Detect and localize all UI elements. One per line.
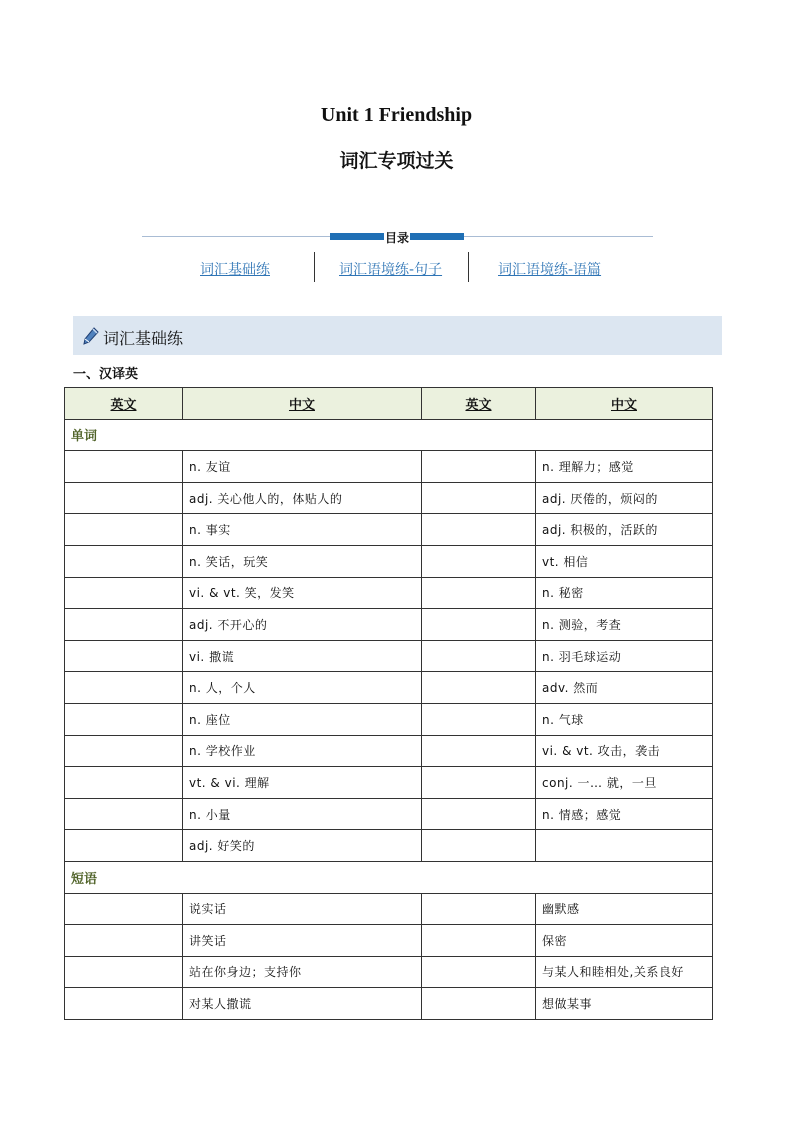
english-answer-cell[interactable] <box>65 514 183 546</box>
chinese-meaning-cell: n. 测验，考查 <box>536 609 713 641</box>
chinese-meaning-cell: vi. & vt. 笑，发笑 <box>183 577 422 609</box>
part-title: 一、汉译英 <box>73 367 139 382</box>
page-subtitle: 词汇专项过关 <box>339 150 454 172</box>
table-row <box>65 482 713 514</box>
english-answer-cell[interactable] <box>422 893 536 925</box>
english-answer-cell[interactable] <box>65 703 183 735</box>
english-answer-cell[interactable] <box>422 735 536 767</box>
english-answer-cell[interactable] <box>65 893 183 925</box>
english-answer-cell[interactable] <box>422 767 536 799</box>
chinese-meaning-cell: 说实话 <box>183 893 422 925</box>
english-answer-cell[interactable] <box>65 735 183 767</box>
english-answer-cell[interactable] <box>65 482 183 514</box>
english-answer-cell[interactable] <box>422 514 536 546</box>
toc-link-vocab-basics[interactable]: 词汇基础练 <box>200 262 270 278</box>
vocab-table <box>64 387 713 1020</box>
chinese-meaning-cell: 对某人撒谎 <box>183 988 422 1020</box>
table-row <box>65 703 713 735</box>
chinese-meaning-cell: vi. 撒谎 <box>183 640 422 672</box>
chinese-meaning-cell: 与某人和睦相处,关系良好 <box>536 956 713 988</box>
pencil-icon <box>83 327 99 345</box>
toc-bar-left <box>330 233 384 240</box>
chinese-meaning-cell: adj. 好笑的 <box>183 830 422 862</box>
toc-bar-right <box>410 233 464 240</box>
english-answer-cell[interactable] <box>422 545 536 577</box>
english-answer-cell[interactable] <box>65 451 183 483</box>
chinese-meaning-cell: n. 气球 <box>536 703 713 735</box>
english-answer-cell[interactable] <box>65 672 183 704</box>
table-row <box>65 514 713 546</box>
chinese-meaning-cell: conj. 一… 就，一旦 <box>536 767 713 799</box>
section-title: 词汇基础练 <box>103 329 184 348</box>
english-answer-cell[interactable] <box>422 798 536 830</box>
table-row <box>65 545 713 577</box>
chinese-meaning-cell: 想做某事 <box>536 988 713 1020</box>
chinese-meaning-cell: adj. 不开心的 <box>183 609 422 641</box>
english-answer-cell[interactable] <box>65 545 183 577</box>
chinese-meaning-cell: 讲笑话 <box>183 925 422 957</box>
english-answer-cell[interactable] <box>65 767 183 799</box>
chinese-meaning-cell: n. 人，个人 <box>183 672 422 704</box>
toc-separator <box>468 252 469 282</box>
english-answer-cell[interactable] <box>65 988 183 1020</box>
english-answer-cell[interactable] <box>422 609 536 641</box>
english-answer-cell[interactable] <box>422 482 536 514</box>
chinese-meaning-cell: 保密 <box>536 925 713 957</box>
chinese-meaning-cell: n. 小量 <box>183 798 422 830</box>
column-header-english: 英文 <box>65 388 183 420</box>
table-row <box>65 988 713 1020</box>
page-title: Unit 1 Friendship <box>320 104 473 126</box>
english-answer-cell[interactable] <box>65 640 183 672</box>
table-row <box>65 767 713 799</box>
chinese-meaning-cell: n. 座位 <box>183 703 422 735</box>
column-header-english: 英文 <box>422 388 536 420</box>
table-row <box>65 609 713 641</box>
chinese-meaning-cell: adj. 厌倦的，烦闷的 <box>536 482 713 514</box>
english-answer-cell[interactable] <box>65 956 183 988</box>
english-answer-cell[interactable] <box>422 925 536 957</box>
table-row <box>65 925 713 957</box>
table-row <box>65 830 713 862</box>
table-header-row <box>65 388 713 420</box>
chinese-meaning-cell: n. 秘密 <box>536 577 713 609</box>
toc-separator <box>314 252 315 282</box>
english-answer-cell[interactable] <box>422 703 536 735</box>
group-label: 短语 <box>65 861 713 893</box>
group-label: 单词 <box>65 419 713 451</box>
chinese-meaning-cell: adv. 然而 <box>536 672 713 704</box>
english-answer-cell[interactable] <box>422 672 536 704</box>
table-row <box>65 451 713 483</box>
column-header-chinese: 中文 <box>536 388 713 420</box>
english-answer-cell[interactable] <box>422 451 536 483</box>
table-row <box>65 577 713 609</box>
toc-link-vocab-passage[interactable]: 词汇语境练-语篇 <box>498 262 602 278</box>
chinese-meaning-cell: vt. & vi. 理解 <box>183 767 422 799</box>
chinese-meaning-cell: n. 事实 <box>183 514 422 546</box>
english-answer-cell[interactable] <box>422 577 536 609</box>
english-answer-cell[interactable] <box>422 640 536 672</box>
table-group-row <box>65 419 713 451</box>
chinese-meaning-cell: n. 理解力；感觉 <box>536 451 713 483</box>
chinese-meaning-cell: vt. 相信 <box>536 545 713 577</box>
chinese-meaning-cell: n. 情感；感觉 <box>536 798 713 830</box>
chinese-meaning-cell: vi. & vt. 攻击，袭击 <box>536 735 713 767</box>
english-answer-cell[interactable] <box>65 609 183 641</box>
english-answer-cell[interactable] <box>422 830 536 862</box>
chinese-meaning-cell: n. 学校作业 <box>183 735 422 767</box>
toc-link-vocab-sentences[interactable]: 词汇语境练-句子 <box>339 262 443 278</box>
english-answer-cell[interactable] <box>65 798 183 830</box>
toc-title: 目录 <box>384 231 409 245</box>
section-header <box>73 316 722 355</box>
chinese-meaning-cell <box>536 830 713 862</box>
table-row <box>65 672 713 704</box>
chinese-meaning-cell: 幽默感 <box>536 893 713 925</box>
column-header-chinese: 中文 <box>183 388 422 420</box>
chinese-meaning-cell: n. 友谊 <box>183 451 422 483</box>
table-row <box>65 798 713 830</box>
english-answer-cell[interactable] <box>65 577 183 609</box>
english-answer-cell[interactable] <box>422 956 536 988</box>
table-row <box>65 893 713 925</box>
english-answer-cell[interactable] <box>65 830 183 862</box>
chinese-meaning-cell: adj. 积极的，活跃的 <box>536 514 713 546</box>
table-row <box>65 640 713 672</box>
chinese-meaning-cell: adj. 关心他人的，体贴人的 <box>183 482 422 514</box>
chinese-meaning-cell: 站在你身边；支持你 <box>183 956 422 988</box>
table-row <box>65 956 713 988</box>
chinese-meaning-cell: n. 笑话，玩笑 <box>183 545 422 577</box>
table-row <box>65 735 713 767</box>
table-group-row <box>65 861 713 893</box>
english-answer-cell[interactable] <box>65 925 183 957</box>
english-answer-cell[interactable] <box>422 988 536 1020</box>
chinese-meaning-cell: n. 羽毛球运动 <box>536 640 713 672</box>
